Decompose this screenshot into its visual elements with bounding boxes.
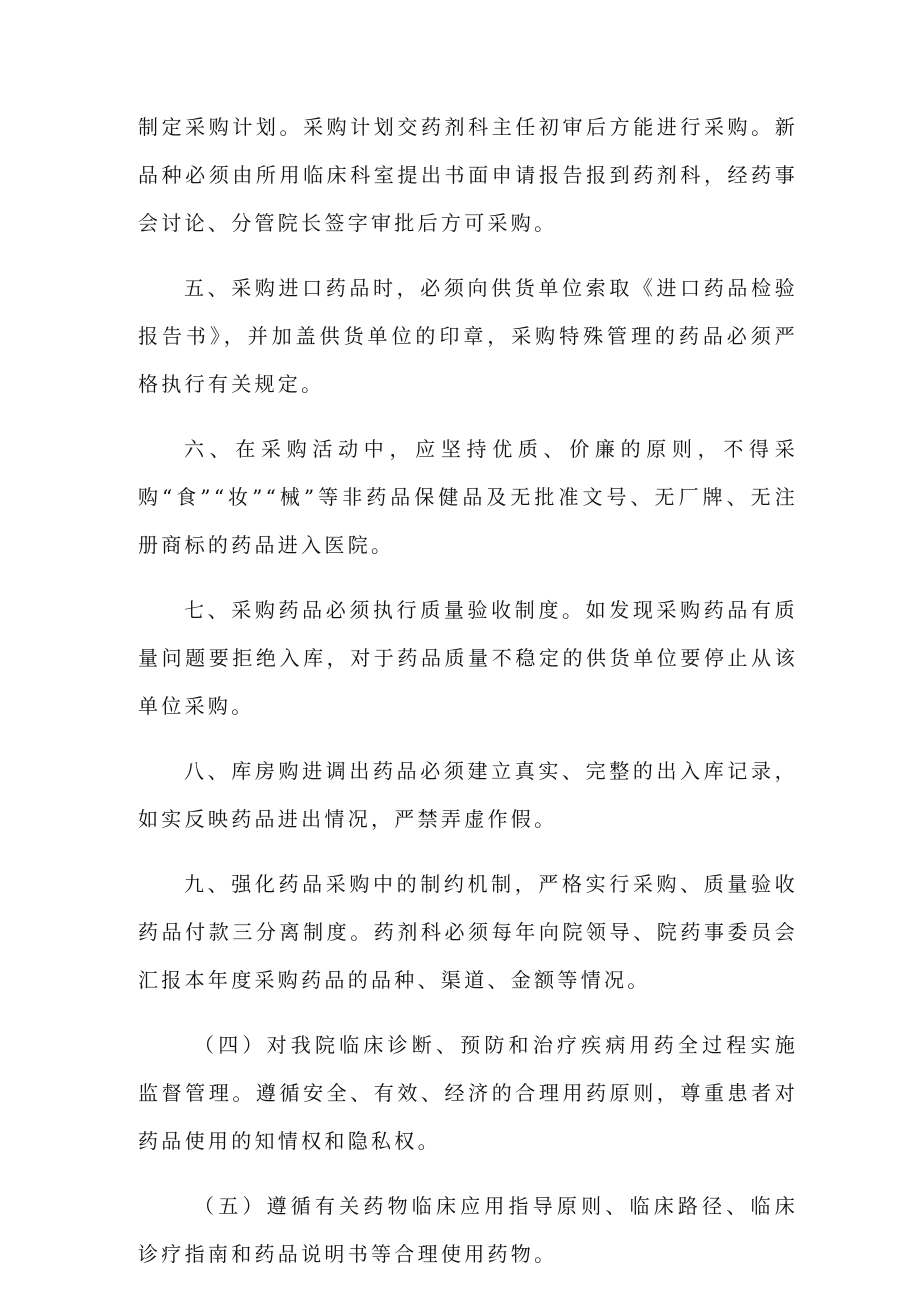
paragraph-item-9: 九、强化药品采购中的制约机制，严格实行采购、质量验收药品付款三分离制度。药剂科必须每年向院领导、院药事委员会汇报本年度采购药品的品种、渠道、金额等情况。 xyxy=(138,872,798,992)
paragraph-item-7: 七、采购药品必须执行质量验收制度。如发现采购药品有质量问题要拒绝入库，对于药品质量不稳定的供货单位要停止从该单位采购。 xyxy=(138,598,798,718)
paragraph-item-5: 五、采购进口药品时，必须向供货单位索取《进口药品检验报告书》，并加盖供货单位的印章，采购特殊管理的药品必须严格执行有关规定。 xyxy=(138,276,798,396)
paragraph-item-8: 八、库房购进调出药品必须建立真实、完整的出入库记录，如实反映药品进出情况，严禁弄虚作假。 xyxy=(138,759,798,831)
paragraph-section-4: （四）对我院临床诊断、预防和治疗疾病用药全过程实施监督管理。遵循安全、有效、经济的合理用药原则，尊重患者对药品使用的知情权和隐私权。 xyxy=(138,1033,798,1153)
paragraph-purchase-plan: 制定采购计划。采购计划交药剂科主任初审后方能进行采购。新品种必须由所用临床科室提出书面申请报告报到药剂科，经药事会讨论、分管院长签字审批后方可采购。 xyxy=(138,115,798,235)
document-page xyxy=(138,103,798,1295)
paragraph-item-6: 六、在采购活动中，应坚持优质、价廉的原则，不得采购“食”“妆”“械”等非药品保健品及无批准文号、无厂牌、无注册商标的药品进入医院。 xyxy=(138,437,798,557)
paragraph-section-5: （五）遵循有关药物临床应用指导原则、临床路径、临床诊疗指南和药品说明书等合理使用药物。 xyxy=(138,1194,798,1266)
